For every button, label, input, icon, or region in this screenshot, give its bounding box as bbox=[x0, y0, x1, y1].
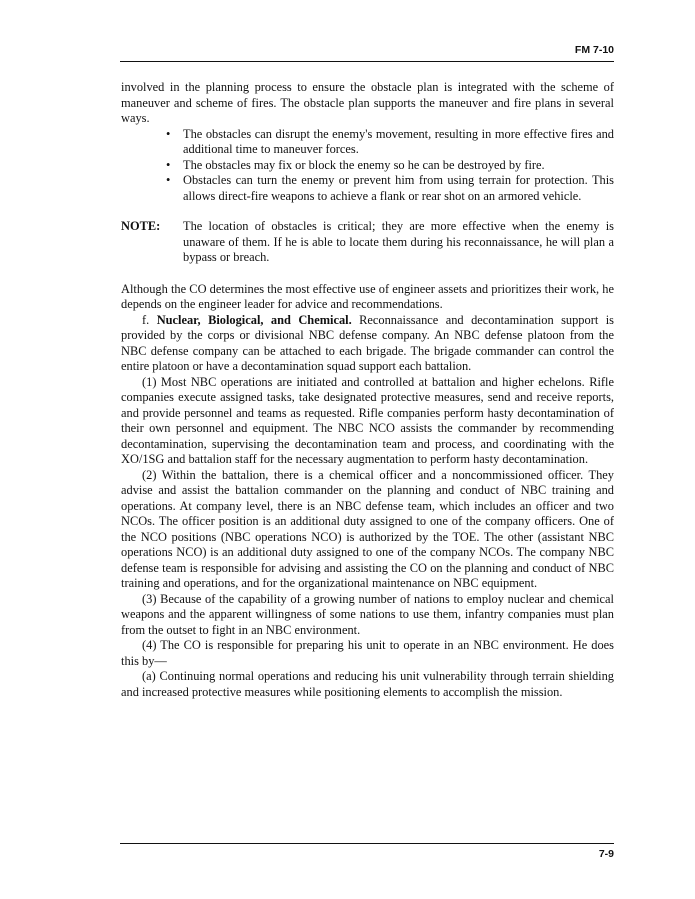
bullet-text: The obstacles can disrupt the enemy's movement, resulting in more effective fires and additional time to maneuver forces. bbox=[183, 126, 614, 156]
section-f-letter: f. bbox=[142, 312, 150, 327]
header-manual-label: FM 7-10 bbox=[574, 44, 614, 56]
section-f-text: Reconnaissance and decontamination support is provided by the corps or divisional NBC defense company. An NBC defense platoon from the NBC defense company can be attached to each brigade. The brigade commander can control the entire platoon or have a decontamination squad support each battalion. bbox=[121, 312, 614, 373]
bullet-text: Obstacles can turn the enemy or prevent him from using terrain for protection. This allows direct-fire weapons to achieve a flank or rear shot on an armored vehicle. bbox=[183, 173, 614, 203]
section-f-heading: Nuclear, Biological, and Chemical. bbox=[156, 312, 352, 327]
bullet-text: The obstacles may fix or block the enemy so he can be destroyed by fire. bbox=[183, 157, 545, 172]
note-block bbox=[121, 219, 614, 266]
engineer-paragraph: Although the CO determines the most effective use of engineer assets and prioritizes their work, he depends on the engineer leader for advice and recommendations. bbox=[121, 281, 614, 311]
note-label: NOTE: bbox=[121, 219, 161, 233]
note-text: The location of obstacles is critical; they are more effective when the enemy is unaware of them. If he is able to locate them during his reconnaissance, he will plan a bypass or breach. bbox=[183, 219, 614, 264]
intro-paragraph: involved in the planning process to ensure the obstacle plan is integrated with the scheme of maneuver and scheme of fires. The obstacle plan supports the maneuver and fire plans in several ways. bbox=[121, 80, 614, 125]
footer-page-number: 7-9 bbox=[598, 848, 614, 860]
obstacle-bullet-list bbox=[121, 127, 614, 205]
footer-rule bbox=[120, 843, 614, 844]
bullet-icon: • bbox=[166, 157, 171, 172]
bullet-item bbox=[166, 173, 614, 204]
bullet-item bbox=[166, 157, 614, 174]
nbc-paragraph-4: (4) The CO is responsible for preparing his unit to operate in an NBC environment. He does this by— bbox=[121, 638, 614, 668]
nbc-paragraph-2: (2) Within the battalion, there is a chemical officer and a noncommissioned officer. They advise and assist the battalion commander on the planning and conduct of NBC training and operations. At company level, there is an NBC defense team, which includes an officer and two NCOs. The officer position is an additional duty assigned to one of the company officers. One of the NCO positions (NBC operations NCO) is authorized by the TOE. The other (assistant NBC operations NCO) is an additional duty assigned to one of the company NCOs. The company NBC defense team is responsible for advising and assisting the CO on the planning and conduct of NBC training and operations, and for the organizational maintenance on NBC equipment. bbox=[121, 467, 614, 590]
section-f-paragraph bbox=[121, 313, 614, 375]
bullet-item bbox=[166, 126, 614, 158]
nbc-paragraph-1: (1) Most NBC operations are initiated and controlled at battalion and higher echelons. Rifle companies execute assigned tasks, take designated protective measures, send and receive reports, and provide personnel and teams as requested. Rifle companies perform hasty decontamination of their own personnel and equipment. The NBC NCO assists the commander by recommending decontamination, supervising the decontamination team and process, and coordinating with the XO/1SG and battalion staff for the necessary augmentation to perform hasty decontamination. bbox=[121, 374, 614, 466]
spacer bbox=[121, 266, 614, 282]
bullet-icon: • bbox=[166, 126, 171, 141]
page-body bbox=[121, 80, 614, 700]
nbc-paragraph-3: (3) Because of the capability of a growing number of nations to employ nuclear and chemical weapons and the apparent willingness of some nations to use them, infantry companies must plan from the outset to fight in an NBC environment. bbox=[121, 591, 614, 637]
nbc-paragraph-a: (a) Continuing normal operations and reducing his unit vulnerability through terrain shielding and increased protective measures while positioning elements to accomplish the mission. bbox=[121, 669, 614, 699]
header-rule bbox=[120, 61, 614, 62]
bullet-icon: • bbox=[166, 173, 171, 187]
